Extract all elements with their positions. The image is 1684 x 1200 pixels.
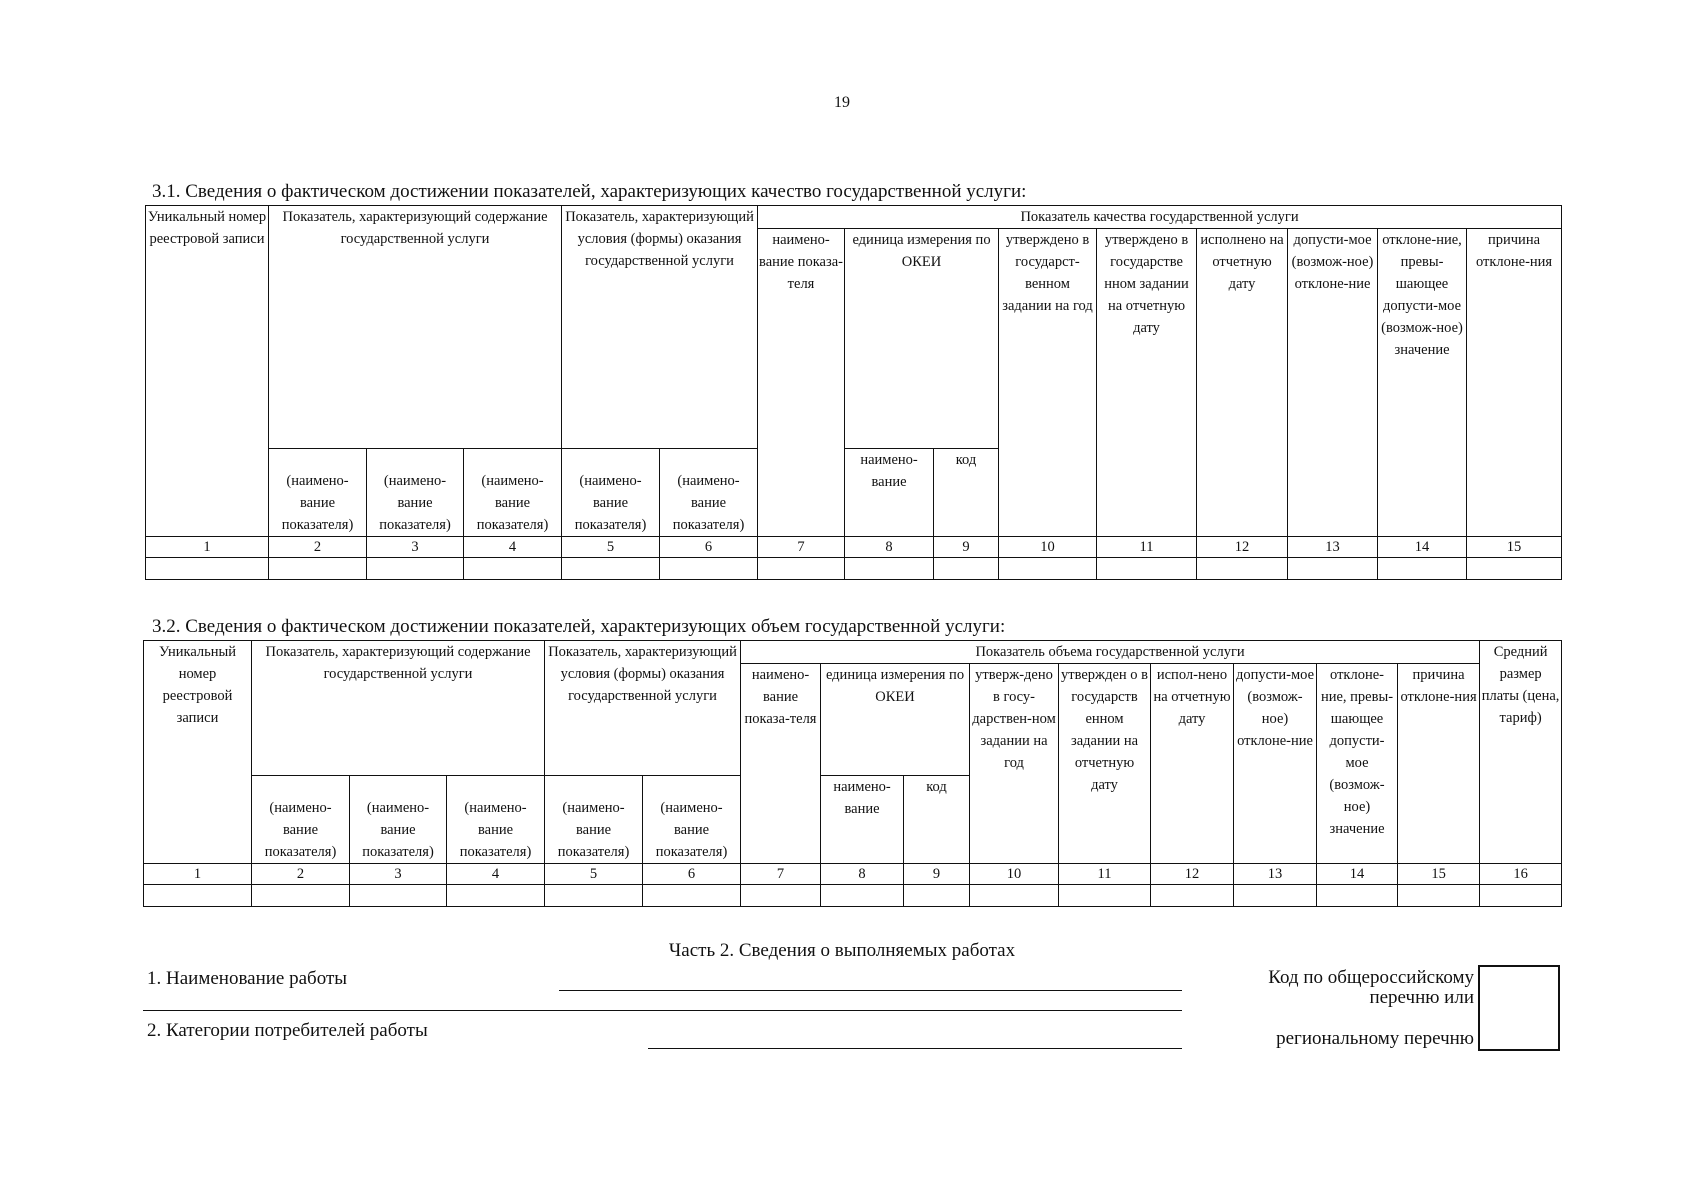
header-executed: исполнено на отчетную дату [1197, 229, 1288, 537]
empty-cell[interactable] [1151, 885, 1234, 907]
empty-cell[interactable] [970, 885, 1059, 907]
column-number: 8 [845, 537, 934, 558]
sub-indicator-name: (наимено-вание показателя) [269, 449, 367, 537]
column-number: 6 [660, 537, 758, 558]
empty-cell[interactable] [269, 558, 367, 580]
column-number: 11 [1059, 864, 1151, 885]
column-number: 1 [146, 537, 269, 558]
column-number: 12 [1151, 864, 1234, 885]
header-executed: испол-нено на отчетную дату [1151, 664, 1234, 864]
sub-indicator-name: (наимено-вание показателя) [367, 449, 464, 537]
sub-indicator-name: (наимено-вание показателя) [643, 776, 741, 864]
header-approved-year: утверждено в государст-венном задании на год [999, 229, 1097, 537]
column-number: 12 [1197, 537, 1288, 558]
part-2-title: Часть 2. Сведения о выполняемых работах [668, 940, 1016, 961]
column-number: 4 [464, 537, 562, 558]
sub-indicator-name: (наимено-вание показателя) [447, 776, 545, 864]
header-unit-code: код [934, 449, 999, 537]
column-number: 5 [562, 537, 660, 558]
column-number: 14 [1317, 864, 1398, 885]
header-content-indicator: Показатель, характеризующий содержание государственной услуги [269, 206, 562, 449]
volume-indicators-table [143, 640, 1562, 907]
header-conditions-indicator: Показатель, характеризующий условия (формы) оказания государственной услуги [562, 206, 758, 449]
column-number: 13 [1234, 864, 1317, 885]
header-unit-okei: единица измерения по ОКЕИ [821, 664, 970, 776]
empty-cell[interactable] [758, 558, 845, 580]
table-row [144, 885, 1562, 907]
header-conditions-indicator: Показатель, характеризующий условия (формы) оказания государственной услуги [545, 641, 741, 776]
header-content-indicator: Показатель, характеризующий содержание государственной услуги [252, 641, 545, 776]
empty-cell[interactable] [545, 885, 643, 907]
quality-indicators-table [145, 205, 1562, 580]
column-number: 8 [821, 864, 904, 885]
sub-indicator-name: (наимено-вание показателя) [660, 449, 758, 537]
empty-cell[interactable] [904, 885, 970, 907]
code-label-line-2: перечню или [1369, 987, 1474, 1008]
column-number: 7 [741, 864, 821, 885]
header-unit-okei: единица измерения по ОКЕИ [845, 229, 999, 449]
column-number: 4 [447, 864, 545, 885]
sub-indicator-name: (наимено-вание показателя) [350, 776, 447, 864]
header-indicator-name: наимено-вание показа-теля [758, 229, 845, 537]
empty-cell[interactable] [1197, 558, 1288, 580]
code-label-line-3: региональному перечню [1276, 1028, 1474, 1049]
consumers-line[interactable] [648, 1048, 1182, 1049]
header-approved-date: утвержден о в государств енном задании на отчетную дату [1059, 664, 1151, 864]
column-number: 3 [350, 864, 447, 885]
header-approved-year: утверж-дено в госу-дарствен-ном задании на год [970, 664, 1059, 864]
empty-cell[interactable] [643, 885, 741, 907]
work-name-label: 1. Наименование работы [147, 968, 348, 989]
empty-cell[interactable] [1288, 558, 1378, 580]
consumers-label: 2. Категории потребителей работы [147, 1020, 428, 1041]
empty-cell[interactable] [1097, 558, 1197, 580]
header-allowed-deviation: допусти-мое (возмож-ное) отклоне-ние [1288, 229, 1378, 537]
sub-indicator-name: (наимено-вание показателя) [464, 449, 562, 537]
column-number: 3 [367, 537, 464, 558]
empty-cell[interactable] [741, 885, 821, 907]
column-number: 2 [252, 864, 350, 885]
header-approved-date: утверждено в государстве нном задании на отчетную дату [1097, 229, 1197, 537]
empty-cell[interactable] [350, 885, 447, 907]
header-deviation-reason: причина отклоне-ния [1467, 229, 1562, 537]
column-number: 14 [1378, 537, 1467, 558]
column-number: 5 [545, 864, 643, 885]
empty-cell[interactable] [367, 558, 464, 580]
column-number: 13 [1288, 537, 1378, 558]
empty-cell[interactable] [464, 558, 562, 580]
empty-cell[interactable] [1059, 885, 1151, 907]
header-excess-deviation: отклоне-ние, превы-шающее допусти-мое (возмож-ное) значение [1378, 229, 1467, 537]
column-number: 16 [1480, 864, 1562, 885]
sub-indicator-name: (наимено-вание показателя) [562, 449, 660, 537]
column-number: 15 [1398, 864, 1480, 885]
header-unit-code: код [904, 776, 970, 864]
sub-indicator-name: (наимено-вание показателя) [545, 776, 643, 864]
empty-cell[interactable] [447, 885, 545, 907]
header-average-fee: Средний размер платы (цена, тариф) [1480, 641, 1562, 864]
code-box[interactable] [1478, 965, 1560, 1051]
column-number: 9 [934, 537, 999, 558]
column-number: 15 [1467, 537, 1562, 558]
empty-cell[interactable] [1234, 885, 1317, 907]
column-number: 11 [1097, 537, 1197, 558]
page-number: 19 [834, 94, 850, 111]
column-number: 10 [970, 864, 1059, 885]
empty-cell[interactable] [1467, 558, 1562, 580]
header-allowed-deviation: допусти-мое (возмож-ное) отклоне-ние [1234, 664, 1317, 864]
empty-cell[interactable] [252, 885, 350, 907]
empty-cell[interactable] [144, 885, 252, 907]
section-3-1-title: 3.1. Сведения о фактическом достижении показателей, характеризующих качество государственной услуги: [152, 181, 1027, 202]
column-number: 6 [643, 864, 741, 885]
code-label-line-1: Код по общероссийскому [1268, 967, 1474, 988]
empty-cell[interactable] [1480, 885, 1562, 907]
empty-cell[interactable] [1317, 885, 1398, 907]
empty-cell[interactable] [821, 885, 904, 907]
table-row [146, 558, 1562, 580]
sub-indicator-name: (наимено-вание показателя) [252, 776, 350, 864]
column-number: 7 [758, 537, 845, 558]
empty-cell[interactable] [1398, 885, 1480, 907]
header-unique-number: Уникальный номер реестровой записи [146, 206, 269, 537]
column-number: 10 [999, 537, 1097, 558]
empty-cell[interactable] [660, 558, 758, 580]
header-volume-group: Показатель объема государственной услуги [741, 641, 1480, 664]
empty-cell[interactable] [1378, 558, 1467, 580]
empty-cell[interactable] [146, 558, 269, 580]
empty-cell[interactable] [845, 558, 934, 580]
column-number: 2 [269, 537, 367, 558]
header-indicator-name: наимено-вание показа-теля [741, 664, 821, 864]
column-number: 9 [904, 864, 970, 885]
header-excess-deviation: отклоне-ние, превы-шающее допусти-мое (возмож-ное) значение [1317, 664, 1398, 864]
work-name-line[interactable] [559, 990, 1182, 991]
header-unit-name: наимено-вание [845, 449, 934, 537]
work-name-line-2[interactable] [143, 1010, 1182, 1011]
section-3-2-title: 3.2. Сведения о фактическом достижении показателей, характеризующих объем государственной услуги: [152, 616, 1006, 637]
empty-cell[interactable] [934, 558, 999, 580]
header-unique-number: Уникальный номер реестровой записи [144, 641, 252, 864]
header-quality-group: Показатель качества государственной услуги [758, 206, 1562, 229]
empty-cell[interactable] [562, 558, 660, 580]
column-number: 1 [144, 864, 252, 885]
empty-cell[interactable] [999, 558, 1097, 580]
header-deviation-reason: причина отклоне-ния [1398, 664, 1480, 864]
header-unit-name: наимено-вание [821, 776, 904, 864]
